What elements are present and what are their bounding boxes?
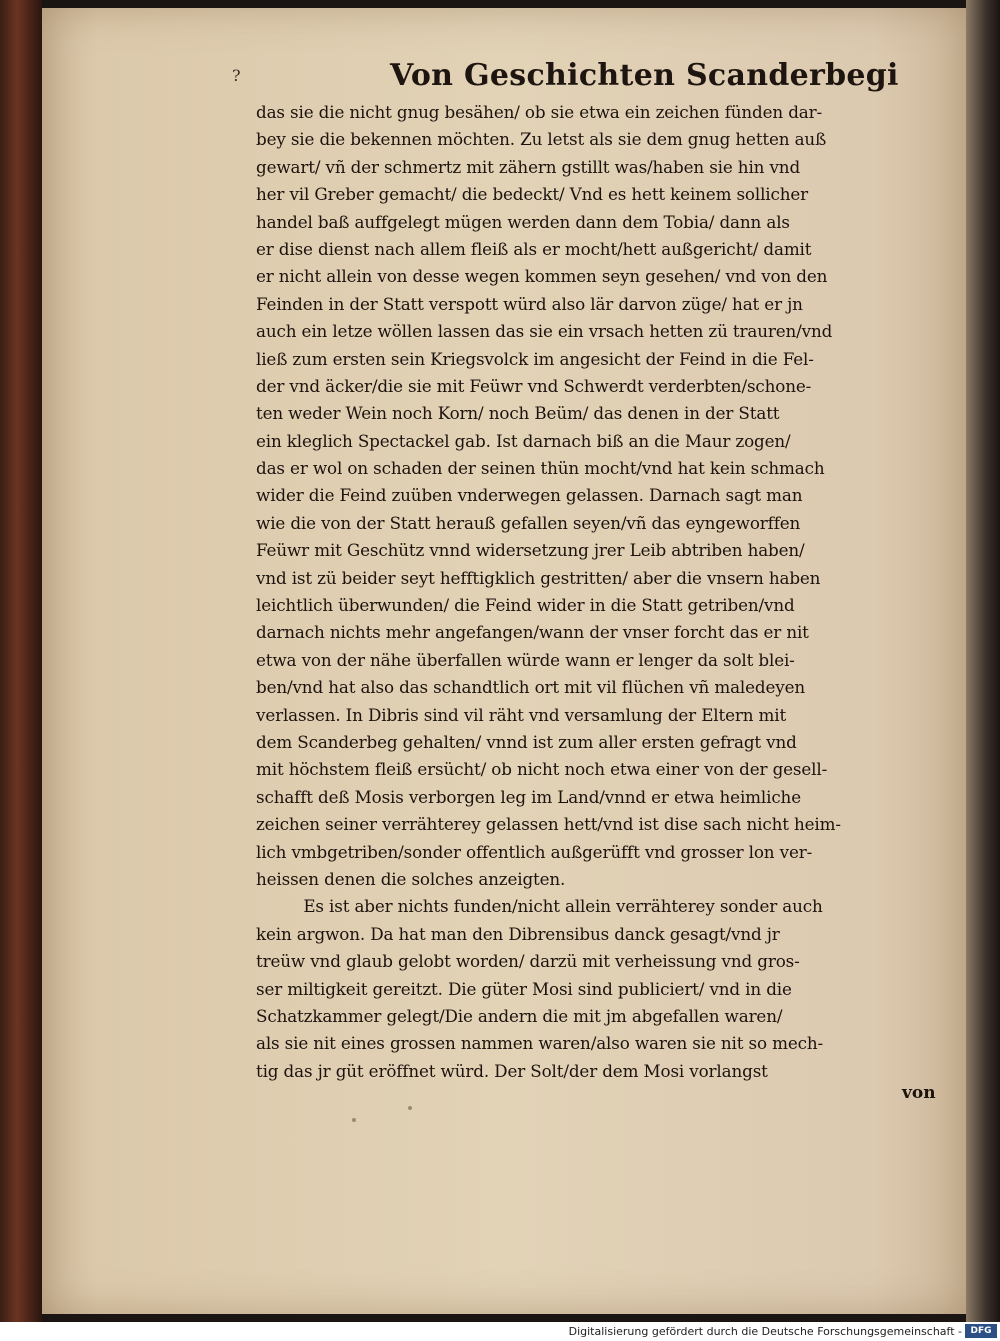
text-line: treüw vnd glaub gelobt worden/ darzü mit verheissung vnd gros- — [256, 952, 800, 973]
text-line: schafft deß Mosis verborgen leg im Land/vnnd er etwa heimliche — [256, 787, 801, 808]
text-line: bey sie die bekennen möchten. Zu letst als sie dem gnug hetten auß — [256, 130, 827, 151]
text-line: er dise dienst nach allem fleiß als er mocht/hett außgericht/ damit — [256, 239, 812, 260]
text-line: zeichen seiner verrähterey gelassen hett/vnd ist dise sach nicht heim- — [256, 815, 841, 836]
ink-spot — [408, 1106, 412, 1110]
text-line: ten weder Wein noch Korn/ noch Beüm/ das denen in der Statt — [256, 404, 780, 425]
text-line: Schatzkammer gelegt/Die andern die mit jm abgefallen waren/ — [256, 1006, 783, 1027]
text-line: als sie nit eines grossen nammen waren/also waren sie nit so mech- — [256, 1034, 824, 1055]
funding-credit: Digitalisierung gefördert durch die Deutsche Forschungsgemeinschaft - — [568, 1325, 962, 1338]
ink-spot — [352, 1118, 356, 1122]
text-line: vnd ist zü beider seyt hefftigklich gestritten/ aber die vnsern haben — [256, 568, 821, 589]
text-line: gewart/ vñ der schmertz mit zähern gstillt was/haben sie hin vnd — [256, 157, 801, 178]
text-line: kein argwon. Da hat man den Dibrensibus danck gesagt/vnd jr — [256, 924, 780, 945]
text-line: das er wol on schaden der seinen thün mocht/vnd hat kein schmach — [256, 459, 825, 480]
text-line: der vnd äcker/die sie mit Feüwr vnd Schwerdt verderbten/schone- — [256, 376, 812, 397]
text-line: ben/vnd hat also das schandtlich ort mit vil flüchen vñ maledeyen — [256, 678, 805, 699]
text-line: ein kleglich Spectackel gab. Ist darnach biß an die Maur zogen/ — [256, 431, 791, 452]
dfg-logo: DFG — [965, 1324, 997, 1338]
page-number: ? — [232, 66, 243, 85]
text-line: darnach nichts mehr angefangen/wann der vnser forcht das er nit — [256, 623, 809, 644]
text-line: wider die Feind zuüben vnderwegen gelassen. Darnach sagt man — [256, 486, 803, 507]
text-line: Feinden in der Statt verspott würd also lär darvon züge/ hat er jn — [256, 294, 803, 315]
catchword: von — [902, 1083, 936, 1103]
text-line: dem Scanderbeg gehalten/ vnnd ist zum aller ersten gefragt vnd — [256, 732, 797, 753]
text-line: tig das jr güt eröffnet würd. Der Solt/der dem Mosi vorlangst — [256, 1061, 768, 1082]
text-line: er nicht allein von desse wegen kommen seyn gesehen/ vnd von den — [256, 267, 828, 288]
text-line: auch ein letze wöllen lassen das sie ein vrsach hetten zü trauren/vnd — [256, 322, 833, 343]
text-line: verlassen. In Dibris sind vil räht vnd versamlung der Eltern mit — [256, 705, 787, 726]
text-line: wie die von der Statt herauß gefallen seyen/vñ das eyngeworffen — [256, 513, 801, 534]
text-line: handel baß auffgelegt mügen werden dann dem Tobia/ dann als — [256, 212, 790, 233]
running-head: Von Geschichten Scanderbegi — [390, 58, 899, 93]
book-spine — [0, 0, 42, 1322]
text-block — [256, 100, 956, 1086]
text-line: leichtlich überwunden/ die Feind wider in die Statt getriben/vnd — [256, 596, 795, 617]
text-line: lich vmbgetriben/sonder offentlich außgerüfft vnd grosser lon ver- — [256, 842, 813, 863]
text-line: ser miltigkeit gereitzt. Die güter Mosi sind publiciert/ vnd in die — [256, 979, 792, 1000]
page-edge-shadow — [966, 0, 1000, 1322]
text-line: heissen denen die solches anzeigten. — [256, 869, 566, 890]
text-line: mit höchstem fleiß ersücht/ ob nicht noch etwa einer von der gesell- — [256, 760, 828, 781]
text-line: etwa von der nähe überfallen würde wann er lenger da solt blei- — [256, 650, 795, 671]
text-line: ließ zum ersten sein Kriegsvolck im angesicht der Feind in die Fel- — [256, 349, 814, 370]
text-line: Es ist aber nichts funden/nicht allein verrähterey sonder auch — [303, 897, 823, 918]
text-line: das sie die nicht gnug besähen/ ob sie etwa ein zeichen fünden dar- — [256, 103, 823, 123]
text-line: her vil Greber gemacht/ die bedeckt/ Vnd es hett keinem sollicher — [256, 185, 809, 206]
text-line: Feüwr mit Geschütz vnnd widersetzung jrer Leib abtriben haben/ — [256, 541, 805, 562]
